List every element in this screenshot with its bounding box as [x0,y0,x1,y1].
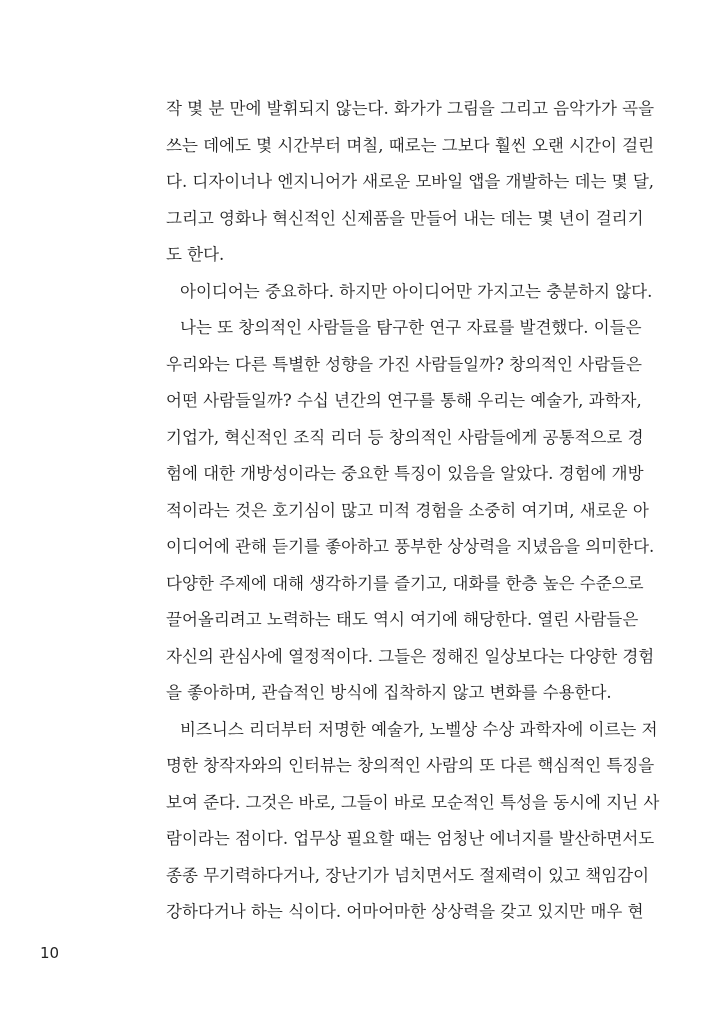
text-line [166,493,649,530]
text-line [166,383,642,420]
text-line-content: 험에 대한 개방성이라는 중요한 특징이 있음을 알았다. 경험에 개방 [166,464,644,483]
text-line-content: 자신의 관심사에 열정적이다. 그들은 정해진 일상보다는 다양한 경험 [166,646,655,666]
text-line-content: 종종 무기력하다거나, 장난기가 넘치면서도 절제력이 있고 책임감이 [166,865,650,885]
text-line [166,821,655,858]
text-line-content: 이디어에 관해 듣기를 좋아하고 풍부한 상상력을 지녔음을 의미한다. [166,537,655,556]
text-line-content: 나는 또 창의적인 사람들을 탐구한 연구 자료를 발견했다. 이들은 [180,318,642,337]
text-line-content: 을 좋아하며, 관습적인 방식에 집착하지 않고 변화를 수용한다. [166,683,612,702]
text-line [166,712,658,749]
text-line [166,858,650,895]
text-line-content: 보여 준다. 그것은 바로, 그들이 바로 모순적인 특성을 동시에 지닌 사 [166,792,660,812]
text-line [166,566,644,603]
text-line-content: 비즈니스 리더부터 저명한 예술가, 노벨상 수상 과학자에 이르는 저 [180,719,658,739]
text-line-content: 기업가, 혁신적인 조직 리더 등 창의적인 사람들에게 공통적으로 경 [166,427,644,447]
text-line-content: 아이디어는 중요하다. 하지만 아이디어만 가지고는 충분하지 않다. [180,281,653,301]
text-line [166,602,639,639]
text-line [166,675,621,712]
text-line [166,456,644,493]
text-line-content: 명한 창작자와의 인터뷰는 창의적인 사람의 또 다른 핵심적인 특징을 [166,756,655,775]
text-line [166,164,655,201]
text-line-content: 도 한다. [166,245,225,264]
page-number: 10 [40,944,60,962]
text-line-content: 어떤 사람들일까? 수십 년간의 연구를 통해 우리는 예술가, 과학자, [166,391,642,410]
text-line-content: 그리고 영화나 혁신적인 신제품을 만들어 내는 데는 몇 년이 걸리기 [166,208,644,228]
text-line-content: 우리와는 다른 특별한 성향을 가진 사람들일까? 창의적인 사람들은 [166,354,642,374]
text-line [166,91,655,128]
text-line [166,237,621,274]
text-line [166,639,655,676]
body-text [166,91,660,931]
text-line-content: 끌어올리려고 노력하는 태도 역시 여기에 해당한다. 열린 사람들은 [166,610,639,629]
text-line-content: 적이라는 것은 호기심이 많고 미적 경험을 소중히 여기며, 새로운 아 [166,500,649,520]
text-line-content: 강하다거나 하는 식이다. 어마어마한 상상력을 갖고 있지만 매우 현 [166,902,644,921]
text-line-content: 람이라는 점이다. 업무상 필요할 때는 엄청난 에너지를 발산하면서도 [166,829,655,848]
text-line [166,748,655,785]
text-line [166,128,655,165]
text-line-content: 다양한 주제에 대해 생각하기를 즐기고, 대화를 한층 높은 수준으로 [166,573,644,593]
text-line-content: 쓰는 데에도 몇 시간부터 며칠, 때로는 그보다 훨씬 오랜 시간이 걸린 [166,135,655,155]
text-line [166,347,642,384]
text-line [166,785,660,822]
text-line [166,201,644,238]
text-line-content: 작 몇 분 만에 발휘되지 않는다. 화가가 그림을 그리고 음악가가 곡을 [166,99,655,118]
text-line-content: 다. 디자이너나 엔지니어가 새로운 모바일 앱을 개발하는 데는 몇 달, [166,172,655,191]
text-line [166,420,644,457]
text-line [166,894,644,931]
text-line [166,310,642,347]
text-line [166,529,655,566]
text-line [166,274,653,311]
